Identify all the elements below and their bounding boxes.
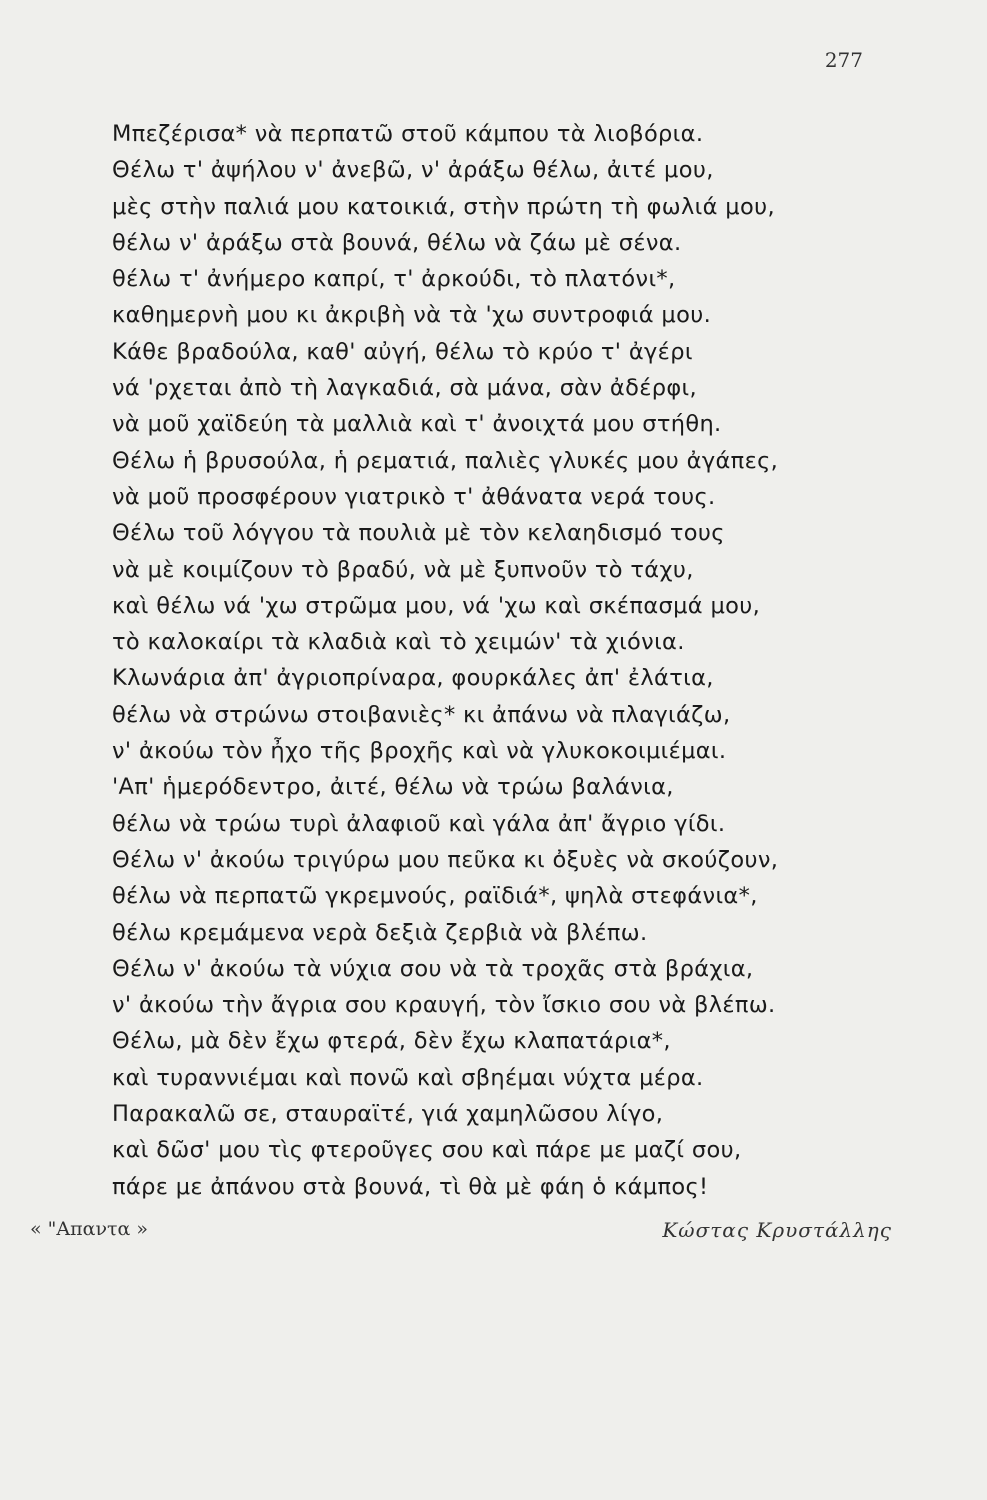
poem-line: ν' ἀκούω τὴν ἄγρια σου κραυγή, τὸν ἴσκιο σου νὰ βλέπω.	[112, 992, 776, 1019]
poem-line: νὰ μοῦ προσφέρουν γιατρικὸ τ' ἀθάνατα νερά τους.	[112, 483, 716, 510]
poem-line: Μπεζέρισα* νὰ περπατῶ στοῦ κάμπου τὰ λιοβόρια.	[112, 121, 704, 147]
poem-line: ν' ἀκούω τὸν ἦχο τῆς βροχῆς καὶ νὰ γλυκοκοιμιέμαι.	[112, 738, 727, 765]
poem-line: θέλω τ' ἀνήμερο καπρί, τ' ἀρκούδι, τὸ πλατόνι*,	[112, 266, 676, 293]
poem-line: θέλω ν' ἀράξω στὰ βουνά, θέλω νὰ ζάω μὲ σένα.	[112, 229, 682, 256]
poem-footer	[0, 1218, 987, 1248]
poem-line: Θέλω τοῦ λόγγου τὰ πουλιὰ μὲ τὸν κελαηδισμό τους	[112, 520, 725, 547]
author-signature: Κώστας Κρυστάλλης	[662, 1218, 892, 1242]
poem-line: Θέλω τ' ἀψήλου ν' ἀνεβῶ, ν' ἀράξω θέλω, ἀιτέ μου,	[112, 157, 714, 184]
poem-line: Κλωνάρια ἀπ' ἀγριοπρίναρα, φουρκάλες ἀπ' ἐλάτια,	[112, 665, 714, 692]
poem-line: Θέλω ν' ἀκούω τριγύρω μου πεῦκα κι ὀξυὲς νὰ σκούζουν,	[112, 846, 779, 873]
poem-line: θέλω νὰ στρώνω στοιβανιὲς* κι ἀπάνω νὰ πλαγιάζω,	[112, 701, 731, 728]
poem-line: Κάθε βραδούλα, καθ' αὐγή, θέλω τὸ κρύο τ' ἀγέρι	[112, 338, 693, 365]
poem-line: καὶ θέλω νά 'χω στρῶμα μου, νά 'χω καὶ σκέπασμά μου,	[112, 592, 761, 619]
poem-line: θέλω νὰ περπατῶ γκρεμνούς, ραϊδιά*, ψηλὰ στεφάνια*,	[112, 883, 758, 910]
source-citation: « "Απαντα »	[30, 1218, 148, 1240]
poem-line: τὸ καλοκαίρι τὰ κλαδιὰ καὶ τὸ χειμών' τὰ χιόνια.	[112, 629, 685, 656]
poem-line: θέλω κρεμάμενα νερὰ δεξιὰ ζερβιὰ νὰ βλέπω.	[112, 919, 648, 946]
poem-line: καθημερνὴ μου κι ἀκριβὴ νὰ τὰ 'χω συντροφιά μου.	[112, 302, 712, 329]
poem-line: 'Απ' ἡμερόδεντρο, ἀιτέ, θέλω νὰ τρώω βαλάνια,	[112, 774, 674, 801]
poem-line: νὰ μὲ κοιμίζουν τὸ βραδύ, νὰ μὲ ξυπνοῦν τὸ τάχυ,	[112, 556, 694, 583]
poem-text	[112, 116, 882, 1205]
poem-line: νὰ μοῦ χαϊδεύη τὰ μαλλιὰ καὶ τ' ἀνοιχτά μου στήθη.	[112, 411, 722, 438]
poem-line: Παρακαλῶ σε, σταυραϊτέ, γιά χαμηλῶσου λίγο,	[112, 1101, 664, 1128]
poem-line: καὶ τυραννιέμαι καὶ πονῶ καὶ σβηέμαι νύχτα μέρα.	[112, 1064, 704, 1091]
page-number: 277	[824, 48, 863, 72]
poem-line: καὶ δῶσ' μου τὶς φτεροῦγες σου καὶ πάρε με μαζί σου,	[112, 1137, 742, 1164]
poem-line: μὲς στὴν παλιά μου κατοικιά, στὴν πρώτη τὴ φωλιά μου,	[112, 193, 775, 220]
poem-line: πάρε με ἀπάνου στὰ βουνά, τὶ θὰ μὲ φάη ὁ κάμπος!	[112, 1173, 709, 1200]
poem-line: νά 'ρχεται ἀπὸ τὴ λαγκαδιά, σὰ μάνα, σὰν ἀδέρφι,	[112, 375, 698, 402]
poem-line: Θέλω, μὰ δὲν ἔχω φτερά, δὲν ἔχω κλαπατάρια*,	[112, 1028, 671, 1055]
poem-line: Θέλω ν' ἀκούω τὰ νύχια σου νὰ τὰ τροχᾶς στὰ βράχια,	[112, 955, 754, 982]
poem-line: θέλω νὰ τρώω τυρὶ ἀλαφιοῦ καὶ γάλα ἀπ' ἄγριο γίδι.	[112, 810, 726, 837]
poem-line: Θέλω ἡ βρυσούλα, ἡ ρεματιά, παλιὲς γλυκές μου ἀγάπες,	[112, 447, 779, 474]
